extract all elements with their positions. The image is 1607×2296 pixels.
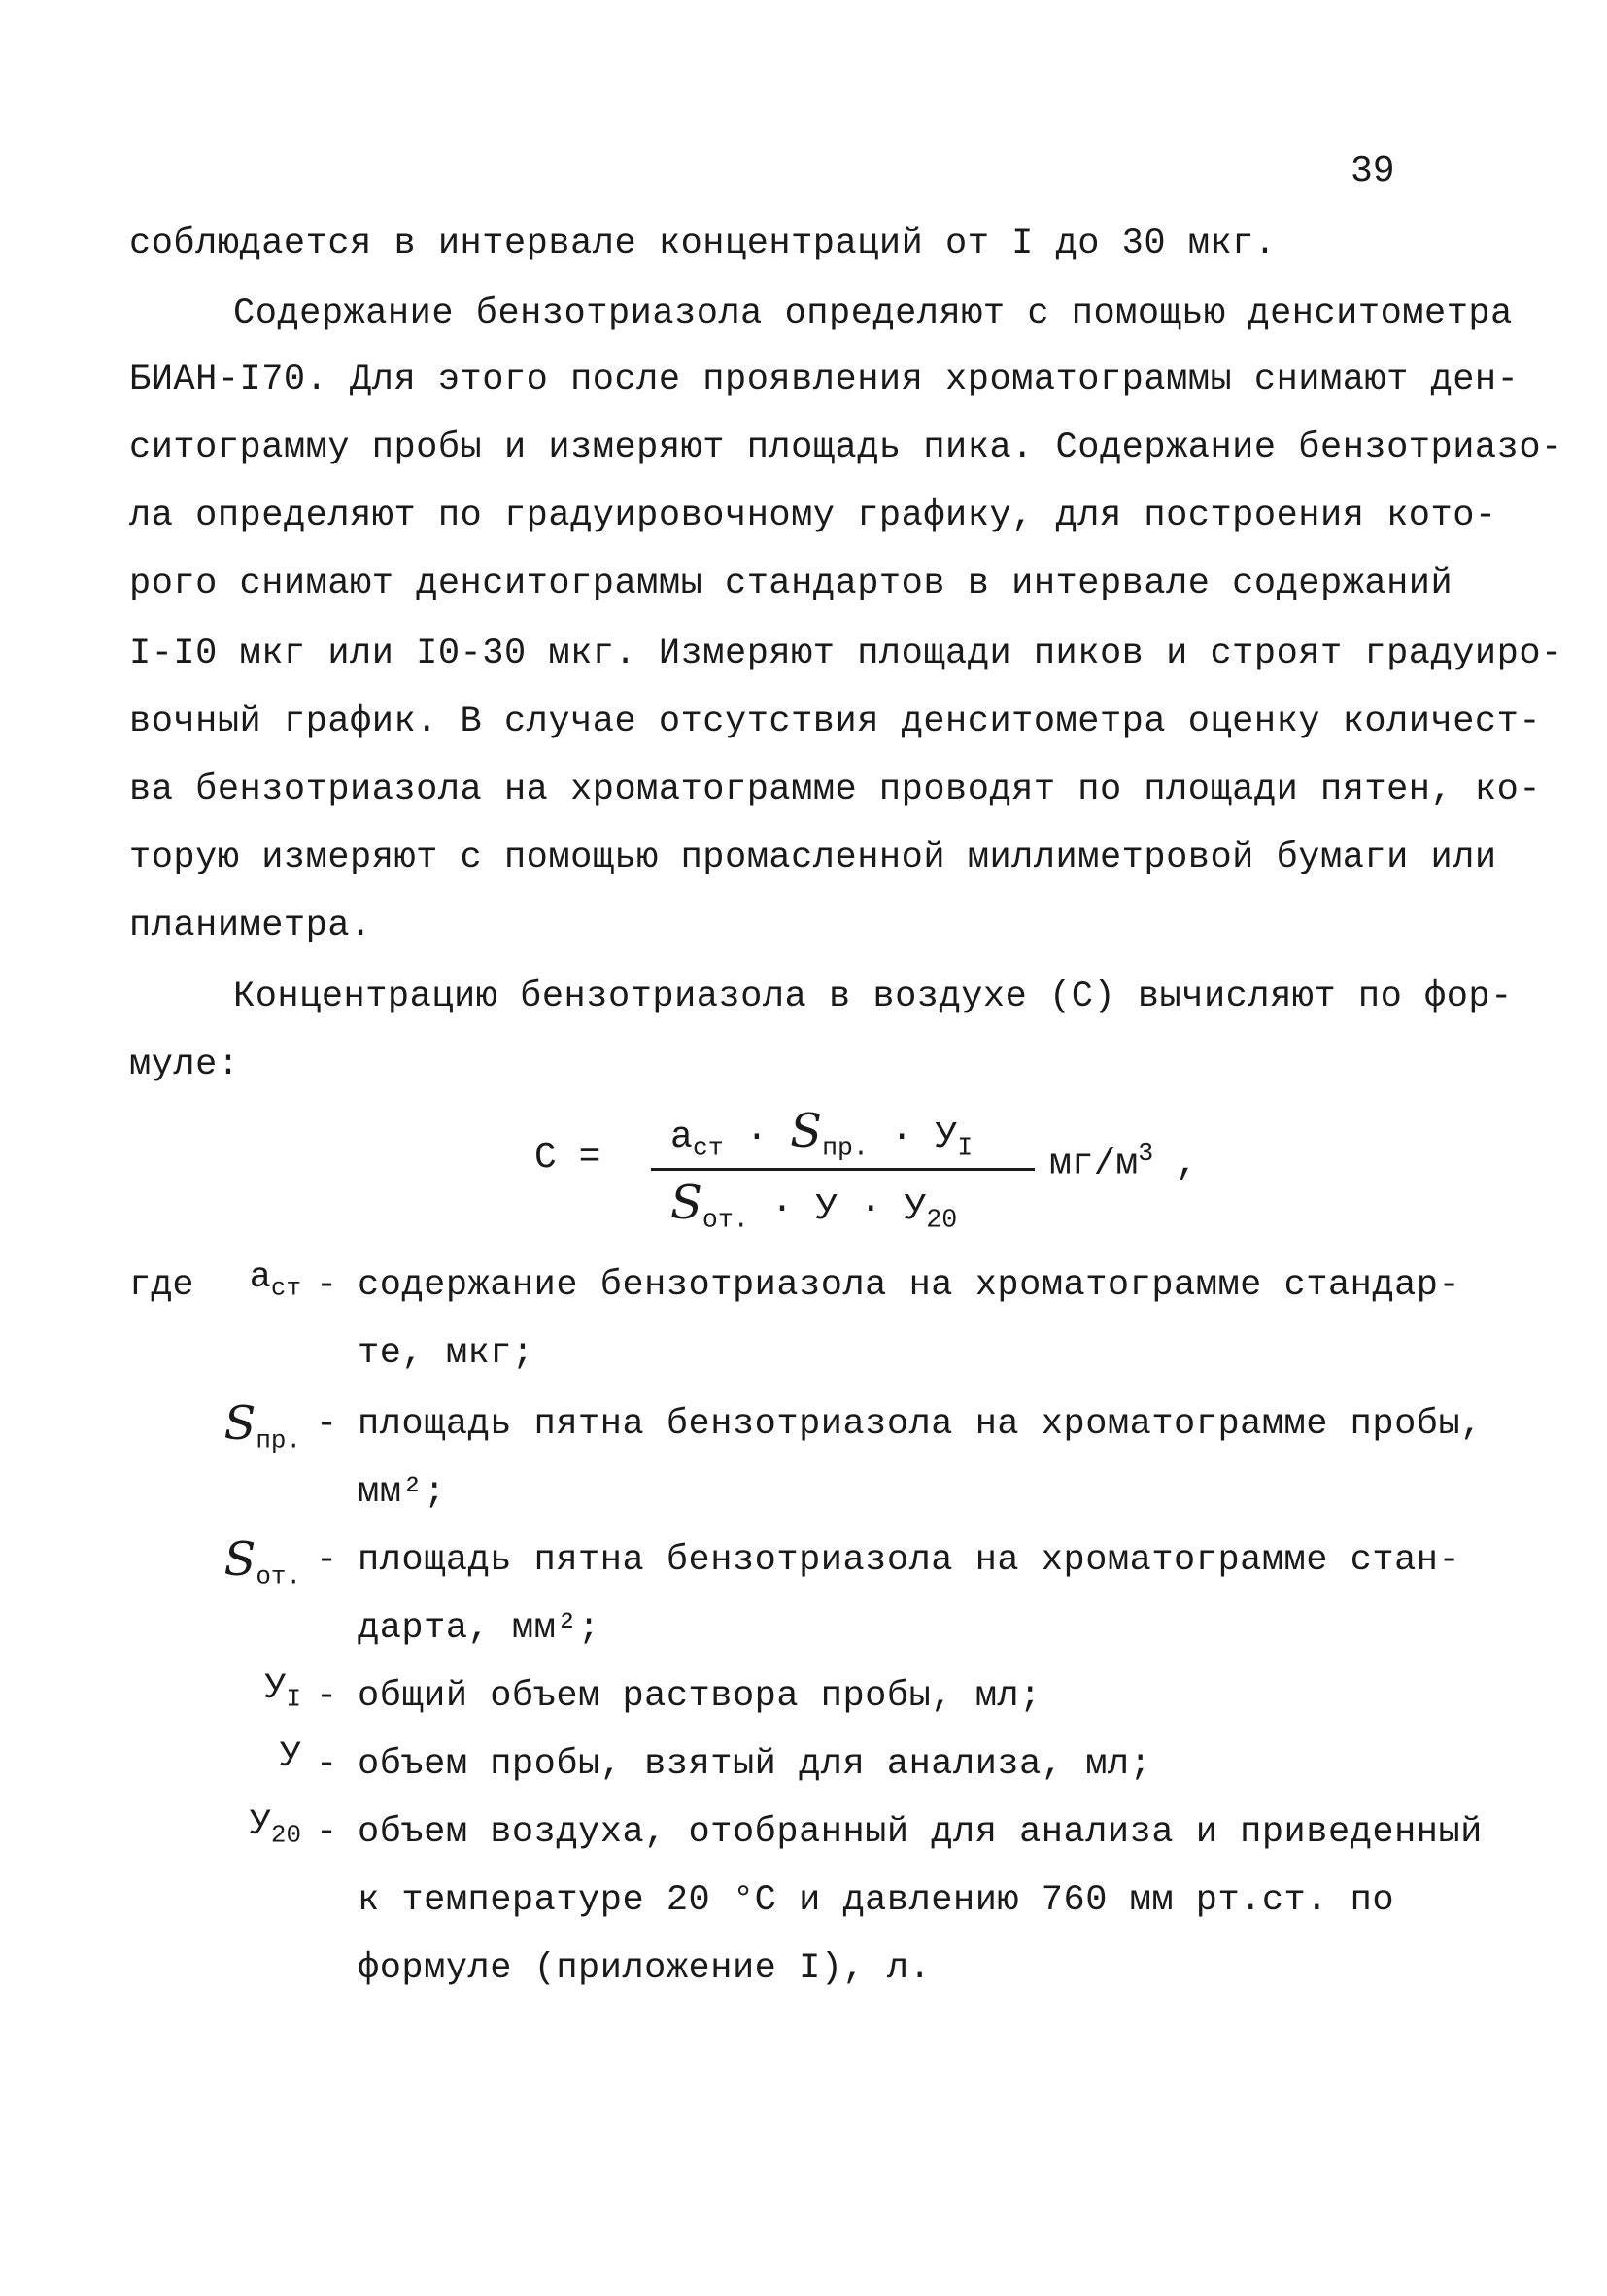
text-line-7: I-I0 мкг или I0-30 мкг. Измеряют площади пиков и строят градуиро-	[129, 634, 1563, 674]
concentration-formula	[534, 1098, 1214, 1234]
definition-symbol: $У_I$	[264, 1668, 301, 1714]
definition-dash: -	[316, 1404, 338, 1445]
text-line-2: Содержание бензотриазола определяют с помощью денситометра	[233, 293, 1513, 334]
text-line-5: ла определяют по градуировочному графику, для построения кото-	[129, 496, 1497, 536]
page-number: 39	[1351, 151, 1395, 192]
definition-dash: -	[316, 1676, 338, 1717]
text-line-9: ва бензотриазола на хроматограмме проводят по площади пятен, ко-	[129, 770, 1542, 810]
definition-symbol: $У_{20}$	[249, 1804, 301, 1850]
definition-dash: -	[316, 1265, 338, 1306]
definition-text: общий объем раствора пробы, мл;	[358, 1676, 1042, 1717]
fraction-bar	[651, 1168, 1035, 1171]
definition-symbol: У	[279, 1736, 301, 1777]
formula-lhs: С =	[534, 1137, 601, 1179]
definition-dash: -	[316, 1812, 338, 1853]
definition-dash: -	[316, 1540, 338, 1581]
definition-dash: -	[316, 1744, 338, 1785]
definition-text: к температуре 20 °С и давлению 760 мм рт.ст. по	[358, 1880, 1395, 1921]
definition-symbol: $S_{пр.}$	[223, 1396, 301, 1456]
definition-text: мм²;	[358, 1472, 446, 1513]
definition-text: площадь пятна бензотриазола на хроматограмме стан-	[358, 1540, 1461, 1581]
formula-numerator: $а_{ст} \cdot S_{пр.} \cdot У_I$	[670, 1104, 974, 1163]
definition-text: площадь пятна бензотриазола на хроматограмме пробы,	[358, 1404, 1483, 1445]
text-line-1: соблюдается в интервале концентраций от I до 30 мкг.	[129, 223, 1277, 264]
formula-units: $мг/м^3$ ,	[1049, 1139, 1198, 1185]
definition-text: содержание бензотриазола на хроматограмме стандар-	[358, 1265, 1461, 1306]
formula-denominator: $S_{от.} \cdot У \cdot У_{20}$	[670, 1176, 958, 1235]
where-label: где	[129, 1265, 194, 1306]
definition-text: объем воздуха, отобранный для анализа и приведенный	[358, 1812, 1483, 1853]
text-line-8: вочный график. В случае отсутствия денситометра оценку количест-	[129, 702, 1542, 742]
text-line-6: рого снимают денситограммы стандартов в интервале содержаний	[129, 564, 1453, 604]
definition-text: дарта, мм²;	[358, 1608, 600, 1649]
text-line-4: ситограмму пробы и измеряют площадь пика. Содержание бензотриазо-	[129, 428, 1563, 468]
text-line-10: торую измеряют с помощью промасленной миллиметровой бумаги или	[129, 838, 1497, 878]
definition-text: формуле (приложение I), л.	[358, 1948, 932, 1989]
definition-text: объем пробы, взятый для анализа, мл;	[358, 1744, 1152, 1785]
definition-symbol: $а_{ст}$	[249, 1257, 301, 1303]
text-line-13: муле:	[129, 1045, 240, 1085]
definition-text: те, мкг;	[358, 1333, 534, 1374]
text-line-3: БИАН-I70. Для этого после проявления хроматограммы снимают ден-	[129, 360, 1520, 400]
text-line-12: Концентрацию бензотриазола в воздухе (С) вычисляют по фор-	[233, 977, 1513, 1017]
text-line-11: планиметра.	[129, 906, 372, 946]
definition-symbol: $S_{от.}$	[223, 1532, 301, 1592]
